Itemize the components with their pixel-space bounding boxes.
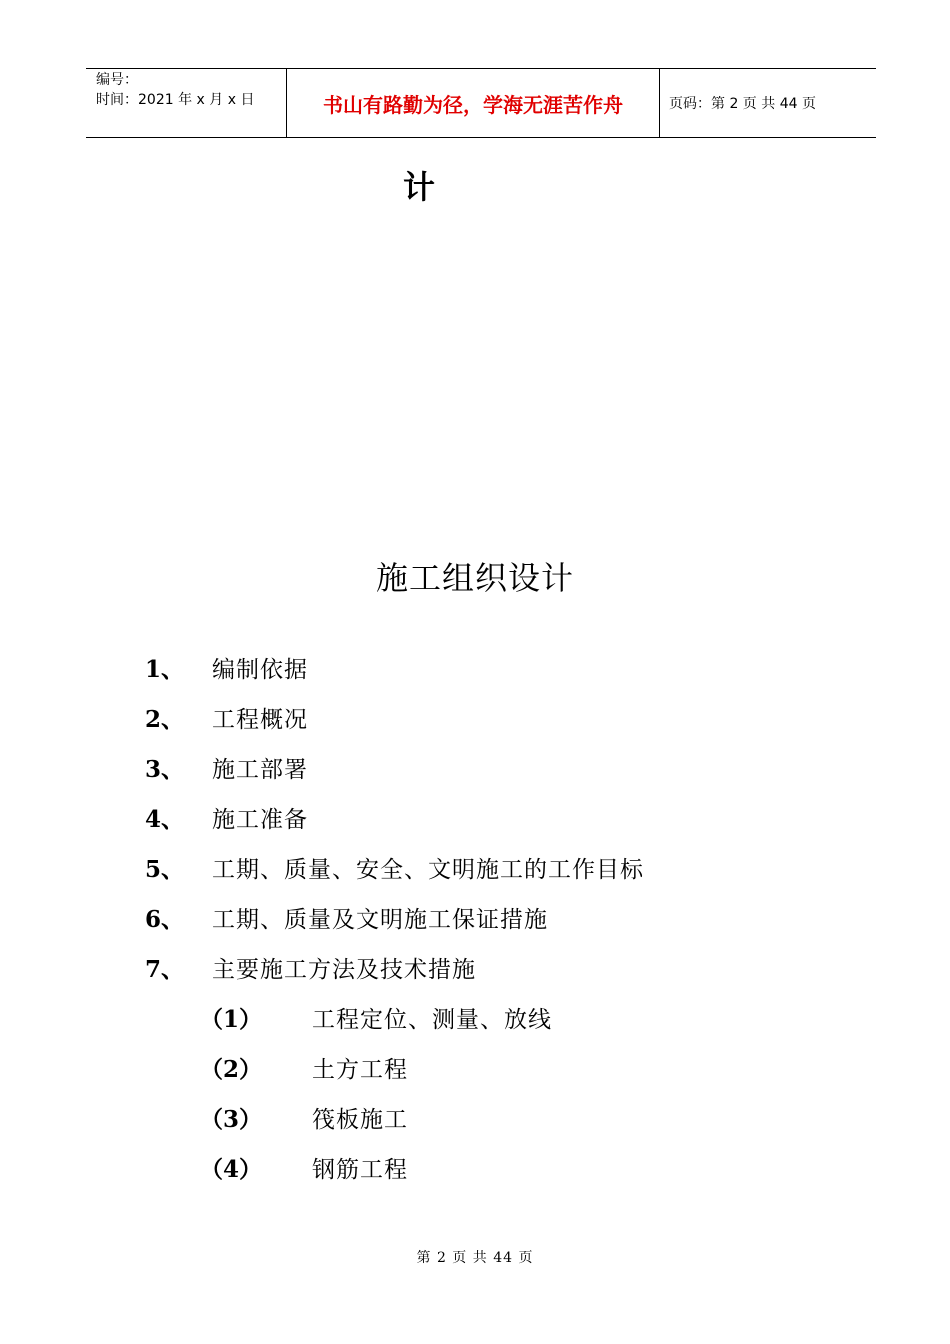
toc-subitem-number: （1） <box>200 1006 263 1033</box>
document-title: 施工组织设计 <box>375 559 574 597</box>
header-page-info: 页码：第 2 页 共 44 页 <box>669 96 816 112</box>
title-fragment: 计 <box>403 168 436 206</box>
toc-item-number: 2、 <box>145 706 185 733</box>
toc-item-text: 工期、质量、安全、文明施工的工作目标 <box>212 857 644 883</box>
header-motto: 书山有路勤为径，学海无涯苦作舟 <box>287 69 660 137</box>
page-footer: 第 2 页 共 44 页 <box>416 1250 534 1266</box>
toc-subitem-text: 土方工程 <box>312 1057 408 1083</box>
toc-subitem-number: （2） <box>200 1056 263 1083</box>
toc-item-text: 主要施工方法及技术措施 <box>212 957 476 983</box>
serial-number-label: 编号： <box>96 72 138 88</box>
toc-item-number: 6、 <box>145 906 185 933</box>
date-label: 时间：2021 年 x 月 x 日 <box>96 92 255 108</box>
toc-subitem-text: 工程定位、测量、放线 <box>312 1007 552 1033</box>
toc-item-text: 编制依据 <box>212 657 308 683</box>
toc-item-number: 7、 <box>145 956 185 983</box>
toc-subitem-text: 钢筋工程 <box>312 1157 408 1183</box>
header-meta-cell <box>86 69 287 137</box>
toc-item-text: 工期、质量及文明施工保证措施 <box>212 907 548 933</box>
toc-item-number: 4、 <box>145 806 185 833</box>
toc-subitem-text: 筏板施工 <box>312 1107 408 1133</box>
toc-item-number: 5、 <box>145 856 185 883</box>
toc-item-number: 1、 <box>145 656 185 683</box>
toc-item-number: 3、 <box>145 756 185 783</box>
toc-subitem-number: （3） <box>200 1106 263 1133</box>
toc-subitem-number: （4） <box>200 1156 263 1183</box>
toc-item-text: 施工准备 <box>212 807 308 833</box>
toc-item-text: 施工部署 <box>212 757 308 783</box>
toc-item-text: 工程概况 <box>212 707 308 733</box>
page-header <box>86 68 876 138</box>
